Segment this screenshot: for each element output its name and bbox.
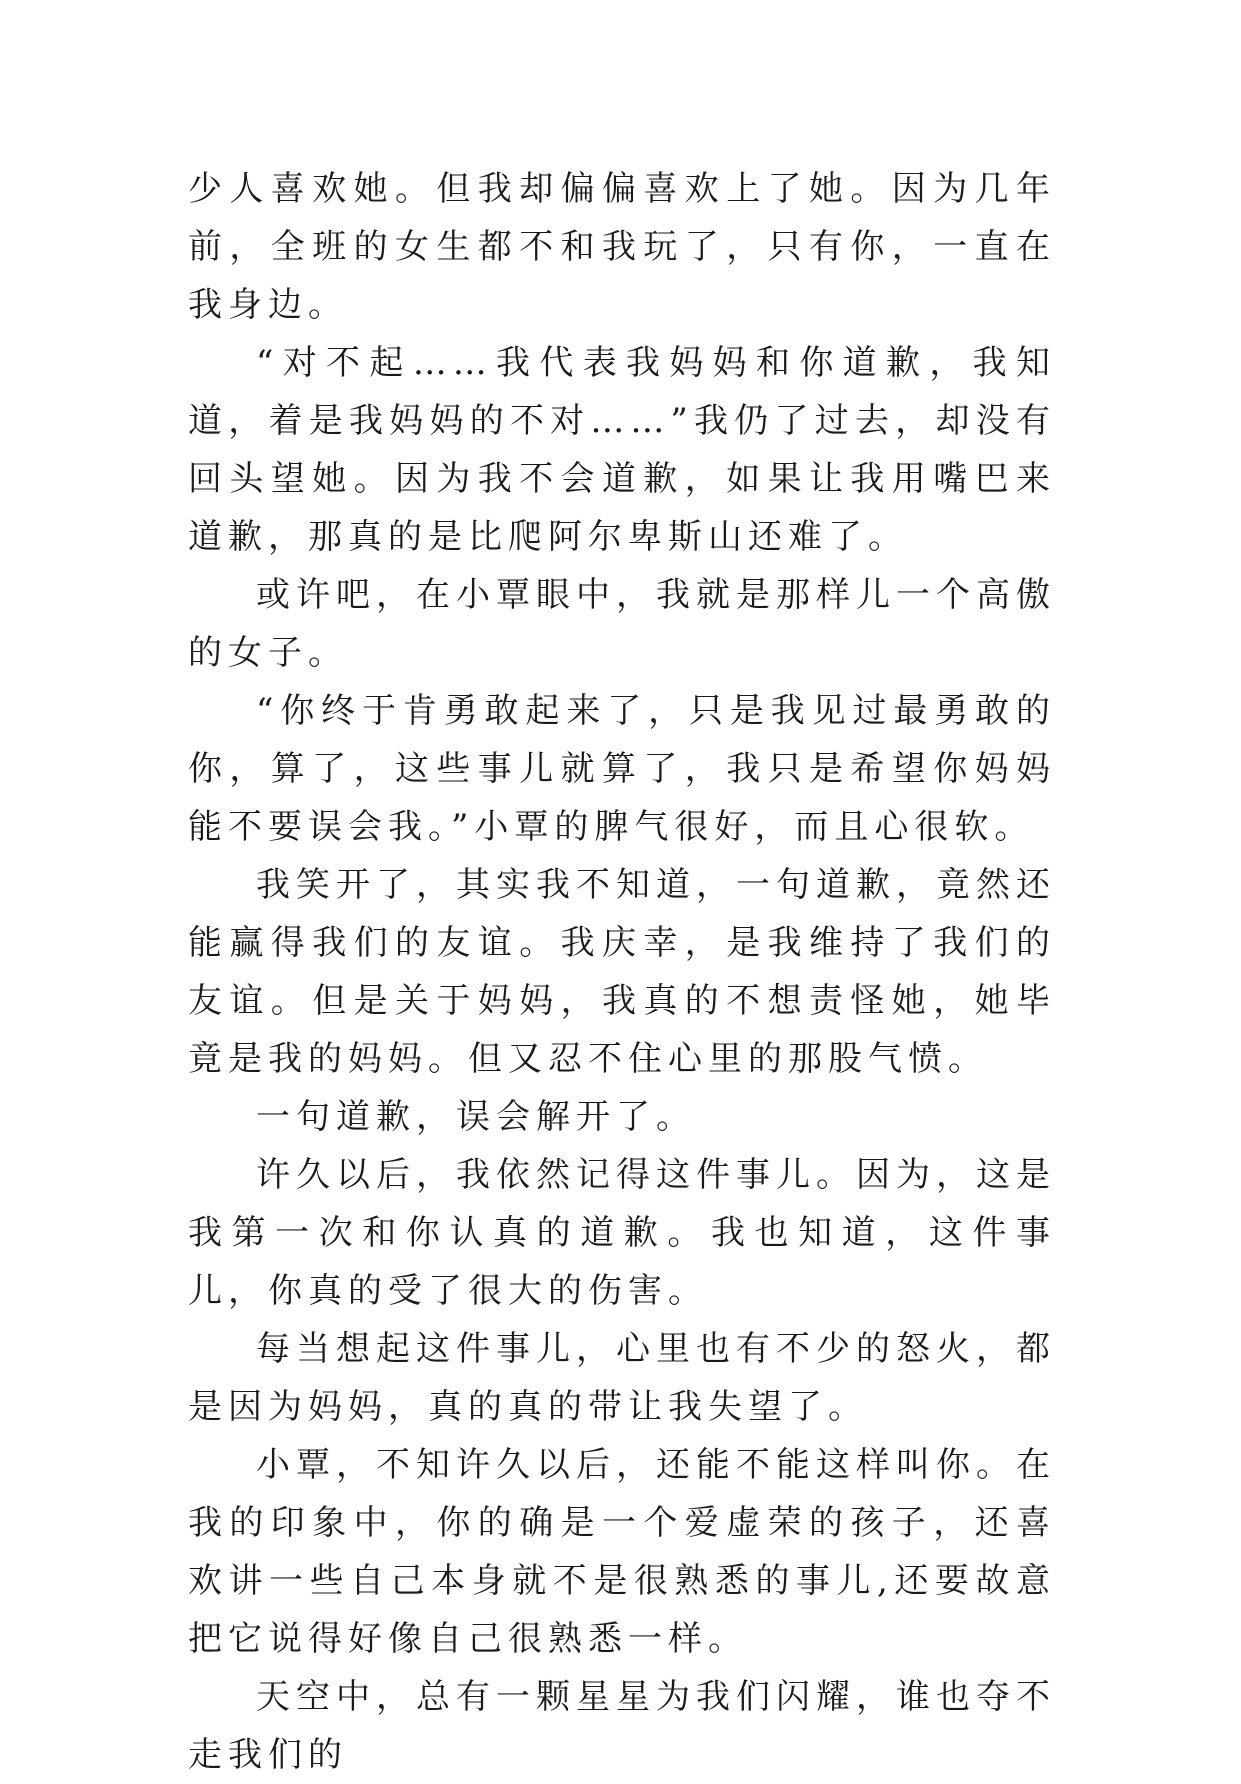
paragraph-3: 或许吧，在小覃眼中，我就是那样儿一个高傲的女子。 bbox=[188, 575, 1056, 673]
paragraph-8: 每当想起这件事儿，心里也有不少的怒火，都是因为妈妈，真的真的带让我失望了。 bbox=[188, 1329, 1056, 1427]
paragraph-2: “对不起……我代表我妈妈和你道歉，我知道，着是我妈妈的不对……”我仍了过去，却没有回头望她。因为我不会道歉，如果让我用嘴巴来道歉，那真的是比爬阿尔卑斯山还难了。 bbox=[188, 343, 1056, 557]
paragraph-10: 天空中，总有一颗星星为我们闪耀，谁也夺不走我们的 bbox=[188, 1677, 1056, 1775]
paragraph-9: 小覃，不知许久以后，还能不能这样叫你。在我的印象中，你的确是一个爱虚荣的孩子，还喜欢讲一些自己本身就不是很熟悉的事儿,还要故意把它说得好像自己很熟悉一样。 bbox=[188, 1445, 1056, 1659]
paragraph-1: 少人喜欢她。但我却偏偏喜欢上了她。因为几年前，全班的女生都不和我玩了，只有你，一直在我身边。 bbox=[188, 169, 1056, 325]
document-body bbox=[188, 160, 1056, 1784]
paragraph-6: 一句道歉，误会解开了。 bbox=[256, 1097, 696, 1137]
paragraph-7: 许久以后，我依然记得这件事儿。因为，这是我第一次和你认真的道歉。我也知道，这件事儿，你真的受了很大的伤害。 bbox=[188, 1155, 1056, 1311]
paragraph-4: “你终于肯勇敢起来了，只是我见过最勇敢的你，算了，这些事儿就算了，我只是希望你妈妈能不要误会我。”小覃的脾气很好，而且心很软。 bbox=[188, 691, 1056, 847]
paragraph-5: 我笑开了，其实我不知道，一句道歉，竟然还能赢得我们的友谊。我庆幸，是我维持了我们的友谊。但是关于妈妈，我真的不想责怪她，她毕竟是我的妈妈。但又忍不住心里的那股气愤。 bbox=[188, 865, 1056, 1079]
